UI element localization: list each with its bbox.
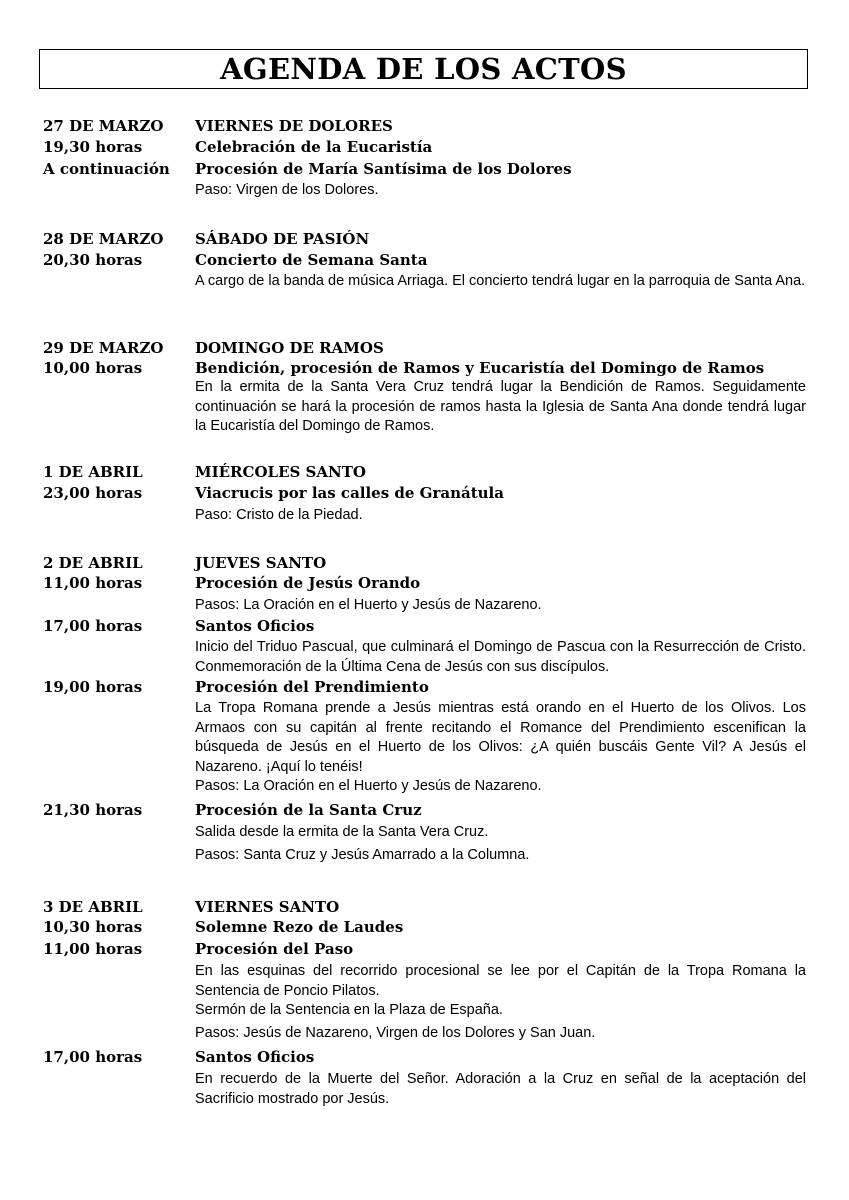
event-row [43,250,427,270]
event-description: Pasos: La Oración en el Huerto y Jesús de Nazareno. [195,597,542,613]
day-header-row [43,229,369,249]
day-header-row [43,462,366,482]
day-name: VIERNES SANTO [195,898,340,916]
day-header-row [43,116,393,136]
event-row [43,917,403,937]
event-title: Solemne Rezo de Laudes [195,918,404,936]
event-row [43,616,314,636]
event-title: Bendición, procesión de Ramos y Eucaristía del Domingo de Ramos [195,359,765,377]
event-row [43,677,429,697]
event-description: Pasos: Jesús de Nazareno, Virgen de los Dolores y San Juan. [195,1025,596,1041]
day-date: 27 DE MARZO [43,117,164,135]
event-description: Paso: Virgen de los Dolores. [195,182,379,198]
event-row [43,800,422,820]
day-header-row [43,897,339,917]
day-date: 29 DE MARZO [43,339,164,357]
day-header-row [43,553,326,573]
event-title: Procesión del Prendimiento [195,678,429,696]
event-time: 10,00 horas [43,359,143,377]
day-name: SÁBADO DE PASIÓN [195,230,370,248]
event-time: 19,30 horas [43,138,143,156]
day-date: 28 DE MARZO [43,230,164,248]
event-title: Procesión del Paso [195,940,354,958]
event-title: Procesión de Jesús Orando [195,574,421,592]
day-name: JUEVES SANTO [195,554,327,572]
day-date: 2 DE ABRIL [43,554,143,572]
day-date: 1 DE ABRIL [43,463,143,481]
title-box [39,49,808,89]
event-time: 17,00 horas [43,1048,143,1066]
event-description: Salida desde la ermita de la Santa Vera Cruz. [195,824,489,840]
event-title: Procesión de María Santísima de los Dolores [195,160,572,178]
event-description: Pasos: Santa Cruz y Jesús Amarrado a la Columna. [195,847,530,863]
event-row [43,159,572,179]
event-time: 17,00 horas [43,617,143,635]
day-name: MIÉRCOLES SANTO [195,463,366,481]
event-time: 11,00 horas [43,574,143,592]
event-title: Santos Oficios [195,1048,315,1066]
day-header-row [43,338,384,358]
event-title: Concierto de Semana Santa [195,251,428,269]
day-name: DOMINGO DE RAMOS [195,339,384,357]
event-description: En recuerdo de la Muerte del Señor. Adoración a la Cruz en señal de la aceptación del Sacrificio mostrado por Jesús. [195,1071,806,1107]
page-title: AGENDA DE LOS ACTOS [220,51,627,86]
event-row [43,137,432,157]
event-description: Pasos: La Oración en el Huerto y Jesús de Nazareno. [195,778,542,794]
event-time: 11,00 horas [43,940,143,958]
event-description: A cargo de la banda de música Arriaga. El concierto tendrá lugar en la parroquia de Santa Ana. [195,273,806,289]
event-row [43,483,504,503]
day-name: VIERNES DE DOLORES [195,117,393,135]
event-description: En las esquinas del recorrido procesional se lee por el Capitán de la Tropa Romana la Sentencia de Poncio Pilatos. [195,963,806,999]
event-time: 10,30 horas [43,918,143,936]
event-row [43,358,764,378]
event-description: Paso: Cristo de la Piedad. [195,507,363,523]
event-title: Viacrucis por las calles de Granátula [195,484,504,502]
event-description: La Tropa Romana prende a Jesús mientras está orando en el Huerto de los Olivos. Los Armaos con su capitán al frente recitando el Romance del Prendimiento escenifican la búsqueda de Jesús en el Huerto de los Olivos: ¿A quién buscáis Gente Vil? A Jesús el Nazareno. ¡Aquí lo tenéis! [195,700,806,775]
event-description: Inicio del Triduo Pascual, que culminará el Domingo de Pascua con la Resurrección de Cristo. Conmemoración de la Última Cena de Jesús con sus discípulos. [195,639,806,675]
event-description: En la ermita de la Santa Vera Cruz tendrá lugar la Bendición de Ramos. Seguidamente continuación se hará la procesión de ramos hasta la Iglesia de Santa Ana donde tendrá lugar la Eucaristía del Domingo de Ramos. [195,379,806,434]
day-date: 3 DE ABRIL [43,898,143,916]
event-time: A continuación [43,160,170,178]
event-title: Celebración de la Eucaristía [195,138,433,156]
event-time: 23,00 horas [43,484,143,502]
event-time: 21,30 horas [43,801,143,819]
event-title: Procesión de la Santa Cruz [195,801,422,819]
event-time: 20,30 horas [43,251,143,269]
event-description: Sermón de la Sentencia en la Plaza de España. [195,1002,503,1018]
event-row [43,573,420,593]
event-time: 19,00 horas [43,678,143,696]
event-row [43,1047,314,1067]
event-title: Santos Oficios [195,617,315,635]
event-row [43,939,353,959]
